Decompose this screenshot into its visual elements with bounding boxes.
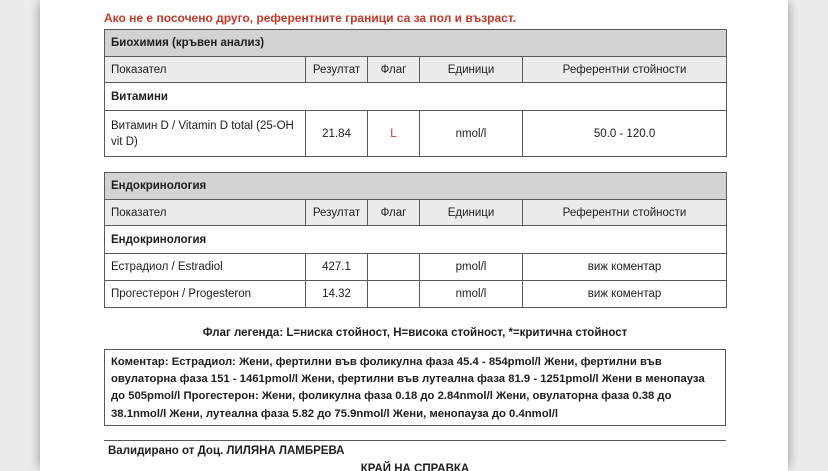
group-title: Витамини xyxy=(105,83,727,111)
section-header-row xyxy=(105,173,727,200)
biochemistry-table xyxy=(104,29,727,157)
section-title: Ендокринология xyxy=(105,173,727,200)
flag-legend: Флаг легенда: L=ниска стойност, H=висока стойност, *=критична стойност xyxy=(202,327,628,339)
column-header-result: Резултат xyxy=(306,200,368,226)
column-header-flag: Флаг xyxy=(368,200,420,226)
column-header-name: Показател xyxy=(105,200,306,226)
group-title: Ендокринология xyxy=(105,226,727,254)
report-end: КРАЙ НА СПРАВКА xyxy=(360,463,470,471)
test-reference: виж коментар xyxy=(523,281,727,308)
table-row xyxy=(105,254,727,281)
test-result: 21.84 xyxy=(306,111,368,157)
right-background xyxy=(788,0,828,471)
validated-by: Валидирано от Доц. ЛИЛЯНА ЛАМБРЕВА xyxy=(104,440,726,457)
column-header-reference: Референтни стойности xyxy=(523,57,727,83)
test-name: Витамин D / Vitamin D total (25-OH vit D) xyxy=(105,111,306,157)
test-flag xyxy=(368,281,420,308)
group-row xyxy=(105,83,727,111)
test-name: Естрадиол / Estradiol xyxy=(105,254,306,281)
column-header-reference: Референтни стойности xyxy=(523,200,727,226)
column-header-units: Единици xyxy=(420,57,523,83)
test-flag xyxy=(368,254,420,281)
section-header-row xyxy=(105,30,727,57)
test-name: Прогестерон / Progesteron xyxy=(105,281,306,308)
test-flag: L xyxy=(368,111,420,157)
section-title: Биохимия (кръвен анализ) xyxy=(105,30,727,57)
column-header-row xyxy=(105,57,727,83)
comment-box: Коментар: Естрадиол: Жени, фертилни във фоликулна фаза 45.4 - 854pmol/l Жени, фертилни във овулаторна фаза 151 - 1461pmol/l Жени, фертилни във лутеална фаза 81.9 - 1251pmol/l Жени в менопауза до 505pmol/l Прогестерон: Жени, фоликулна фаза 0.18 до 2.84nmol/l Жени, овулаторна фаза 0.38 до 38.1nmol/l Жени, лутеална фаза 5.82 до 75.9nmol/l Жени, менопауза до 0.4nmol/l xyxy=(104,349,726,426)
reference-note: Ако не е посочено друго, референтните граници са за пол и възраст. xyxy=(104,11,517,25)
column-header-flag: Флаг xyxy=(368,57,420,83)
test-units: pmol/l xyxy=(420,254,523,281)
table-row xyxy=(105,111,727,157)
group-row xyxy=(105,226,727,254)
column-header-name: Показател xyxy=(105,57,306,83)
test-reference: виж коментар xyxy=(523,254,727,281)
endocrinology-table xyxy=(104,172,727,308)
left-background xyxy=(0,0,40,471)
test-result: 14.32 xyxy=(306,281,368,308)
test-result: 427.1 xyxy=(306,254,368,281)
column-header-row xyxy=(105,200,727,226)
column-header-result: Резултат xyxy=(306,57,368,83)
test-units: nmol/l xyxy=(420,281,523,308)
column-header-units: Единици xyxy=(420,200,523,226)
test-units: nmol/l xyxy=(420,111,523,157)
table-row xyxy=(105,281,727,308)
test-reference: 50.0 - 120.0 xyxy=(523,111,727,157)
